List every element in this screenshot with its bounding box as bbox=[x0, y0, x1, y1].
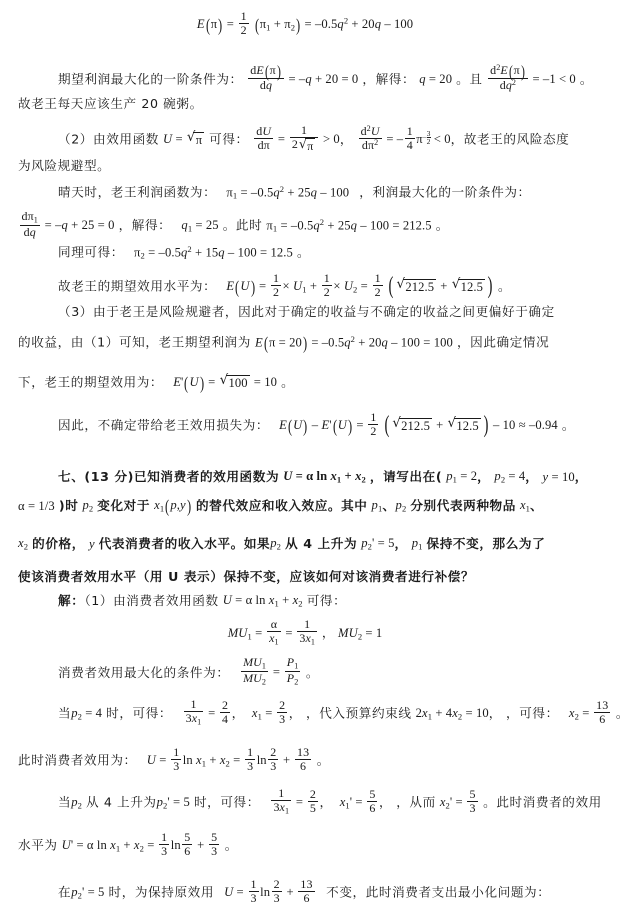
same-end: 。 bbox=[296, 244, 311, 260]
question7-line2: α = 1/3 )时 $p_2$ 变化对于 $x_1(p,y)$ 的替代效应和收入效应。其中 $p_1$、$p_2$ 分别代表两种物品 $x_1$、 bbox=[18, 496, 544, 516]
paragraph-last: 在$p_2' = 5$ 时，为保持原效用 U = $\frac{1}{3}$ ln $\frac{2}{3}$ + $\frac{13}{6}$ 不变，此时消费者支出最小化问题为： bbox=[58, 877, 551, 905]
q7-line3-c: 从 4 上升为 bbox=[285, 536, 358, 551]
sunny-text: 晴天时，老王利润函数为： bbox=[58, 184, 217, 200]
sunny-foc-num: $d\pi_1$ bbox=[21, 209, 38, 225]
q7-line3-a: 的价格， bbox=[32, 536, 85, 551]
du-rhs-num: 1 bbox=[290, 124, 318, 138]
foc-and: 。且 bbox=[456, 71, 483, 87]
du-rhs-den: 2 √ π bbox=[290, 138, 318, 153]
paragraph-new-level: 水平为 U' = α $\ln x_1 + x_2$ = $\frac{1}{3}$ ln $\frac{5}{6}$ + $\frac{5}{3}$ 。 bbox=[18, 830, 238, 858]
when-end: 。 bbox=[615, 705, 629, 721]
equation-expected-profit: E(π) = $\frac{1}{2}$ $(\pi_1 + \pi_2) = -0.5q^2 + 20q - 100$ bbox=[196, 9, 414, 37]
d2u-den: $d\pi^2$ bbox=[361, 137, 379, 152]
rise-a: 当 bbox=[58, 794, 72, 810]
sunny-tail: ，利润最大化的一阶条件为： bbox=[359, 184, 531, 200]
loss-text: 因此，不确定带给老王效用损失为： bbox=[58, 417, 270, 433]
equation-marginal-utility: $MU_1$ = $\frac{\alpha}{x_1}$ = $\frac{1}{3x_1}$ ， $MU_2 = 1$ bbox=[227, 617, 383, 646]
d2u-num: $d^2U$ bbox=[360, 124, 380, 139]
when-c: ，代入预算约束线 bbox=[306, 705, 412, 721]
foc-frac-den: dq bbox=[259, 78, 273, 93]
soc-end: 。 bbox=[579, 71, 594, 87]
when-b: 时，可得： bbox=[106, 705, 173, 721]
part3-line2-b: ，因此确定情况 bbox=[456, 334, 550, 350]
q7-line2-c: 的替代效应和收入效应。其中 bbox=[195, 498, 368, 513]
last-a: 在 bbox=[58, 884, 72, 900]
sunny-cishi: 。此时 bbox=[222, 217, 263, 233]
paragraph-foc: 期望利润最大化的一阶条件为： $\frac{dE(\pi)}{dq}$ = –q + 20 = 0 ，解得： q = 20 。且 $\frac{d^2E(\pi)}{dq^2}$ = –1 < 0 。 bbox=[58, 61, 594, 93]
paragraph-utility-now: 此时消费者效用为： U = $\frac{1}{3}$ $\ln x_1 + x_2$ = $\frac{1}{3}$ ln $\frac{2}{3}$ + $\frac{13}{6}$ 。 bbox=[18, 745, 330, 773]
q7-line2-e: 分别代表两种物品 bbox=[410, 498, 516, 513]
question7-line1: 七、(13 分)已知消费者的效用函数为 U = α $\ln x_1 + x_2$ ，请写出在( $p_1 = 2$， $p_2 = 4$， y = 10， bbox=[58, 469, 588, 485]
util-now-text: 此时消费者效用为： bbox=[18, 752, 137, 768]
frac-den: 2 bbox=[240, 22, 247, 37]
soc-frac-num: $d^2E(\pi)$ bbox=[488, 64, 528, 79]
q7-line2-a: )时 bbox=[58, 498, 79, 513]
foc-comma: ，解得： bbox=[362, 71, 416, 87]
part2-label: （2）由效用函数 bbox=[58, 131, 159, 147]
q7-line2-b: 变化对于 bbox=[97, 498, 151, 513]
part2-keda: 可得： bbox=[209, 131, 249, 147]
util-now-end: 。 bbox=[316, 752, 330, 768]
q7-line1-a: 七、(13 分)已知消费者的效用函数为 bbox=[58, 469, 280, 484]
du-den: dπ bbox=[257, 137, 270, 152]
expected-util-text: 故老王的期望效用水平为： bbox=[58, 278, 217, 294]
expected-util-end: 。 bbox=[498, 278, 512, 294]
rise-b: 从 4 上升为 bbox=[86, 794, 157, 810]
cond-text: 消费者效用最大化的条件为： bbox=[58, 664, 230, 680]
sunny-jiede: ，解得： bbox=[118, 217, 172, 233]
paragraph-expected-utility: 故老王的期望效用水平为： E(U) = $\frac{1}{2}$ × $U_1$ + $\frac{1}{2}$ × $U_2$ = $\frac{1}{2}$ ( √ 212.5 + √ 12.5 ) 。 bbox=[58, 274, 511, 300]
line-part3-1: （3）由于老王是风险规避者，因此对于确定的收益与不确定的收益之间更偏好于确定 bbox=[58, 304, 555, 319]
q7-line3-b: 代表消费者的收入水平。如果 bbox=[98, 536, 271, 551]
level-a: 水平为 bbox=[18, 837, 58, 853]
solution-line1: 解：（1）由消费者效用函数 U = α $\ln x_1 + x_2$ 可得： bbox=[58, 593, 347, 609]
frac-num: 1 bbox=[240, 9, 247, 24]
sol-line1-b: 可得： bbox=[306, 593, 347, 608]
paragraph-sunny: 晴天时，老王利润函数为： $\pi_1 = -0.5q^2 + 25q - 100$ ，利润最大化的一阶条件为： bbox=[58, 184, 531, 201]
du-num: dU bbox=[256, 124, 272, 139]
paragraph-condition: 消费者效用最大化的条件为： $\frac{MU_1}{MU_2}$ = $\frac{P_1}{P_2}$ 。 bbox=[58, 655, 320, 687]
sunny-end: 。 bbox=[435, 217, 449, 233]
line-part3-2: 的收益，由（1）可知，老王期望利润为 $E(\pi = 20) = -0.5q^2 + 20q - 100 = 100$ ，因此确定情况 bbox=[18, 333, 550, 354]
paragraph-when-p2-4: 当$p_2 = 4$ 时，可得： $\frac{1}{3x_1}$ = $\frac{2}{4}$ ， $x_1$ = $\frac{2}{3}$ ， ，代入预算约束线 $2x_1 + 4x_2 = 10$， ，可得： $x_2$ = $\frac{13}{6}$ 。 bbox=[58, 697, 629, 726]
last-b: 时，为保持原效用 bbox=[108, 884, 215, 900]
paragraph-part2: （2）由效用函数 U = √ π 可得： $\frac{dU}{d\pi}$ = $\frac{1}{2 √ \pi}$ > 0， $\frac{d^2U}{d\pi^2}$ = – $\frac{1}{4}$ $\pi^{- \frac{3}{2}}$ < 0，故老王的风险态度 bbox=[58, 126, 569, 154]
sunny-foc-den: dq bbox=[23, 224, 36, 239]
last-c: 不变，此时消费者支出最小化问题为： bbox=[326, 884, 551, 900]
paragraph-price-rise: 当$p_2$ 从 4 上升为$p_2' = 5$ 时，可得： $\frac{1}{3x_1}$ = $\frac{2}{5}$ ， $x_1'$ = $\frac{5}{6}$ ， ，从而 $x_2'$ = $\frac{5}{3}$ 。此时消费者的效用 bbox=[58, 786, 602, 815]
same-text: 同理可得： bbox=[58, 244, 124, 260]
part3-line3-b: 。 bbox=[281, 374, 295, 390]
part3-line2-a: 的收益，由（1）可知，老王期望利润为 bbox=[18, 334, 251, 350]
soc-frac-den: $dq^2$ bbox=[499, 78, 517, 93]
paragraph-same: 同理可得： $\pi_2 = -0.5q^2 + 15q - 100 = 12.5$ 。 bbox=[58, 244, 311, 261]
line-part3-3: 下，老王的期望效用为： E'(U) = √ 100 = 10 。 bbox=[18, 375, 294, 391]
sol-line1-a: （1）由消费者效用函数 bbox=[84, 593, 219, 608]
sol-label: 解： bbox=[58, 593, 85, 608]
line-risk-averse: 为风险规避型。 bbox=[18, 158, 111, 173]
cond-end: 。 bbox=[305, 664, 320, 680]
when-a: 当 bbox=[58, 705, 72, 721]
rise-e: 。此时消费者的效用 bbox=[483, 794, 602, 810]
part2-tail: ，故老王的风险态度 bbox=[450, 131, 570, 147]
question7-line3: $x_2$ 的价格， y 代表消费者的收入水平。如果$p_2$ 从 4 上升为 $p_2' = 5$， $p_1$ 保持不变，那么为了 bbox=[18, 536, 546, 552]
loss-end: 。 bbox=[561, 417, 576, 433]
part3-line3-a: 下，老王的期望效用为： bbox=[18, 374, 164, 390]
line-conclusion-1: 故老王每天应该生产 20 碗粥。 bbox=[18, 96, 203, 111]
q7-line1-b: ，请写出在( bbox=[369, 469, 443, 484]
foc-frac-num: dE(π) bbox=[248, 64, 283, 79]
level-end: 。 bbox=[224, 837, 238, 853]
q7-line3-e: 保持不变，那么为了 bbox=[426, 536, 546, 551]
rise-d: ，从而 bbox=[396, 794, 436, 810]
paragraph-sunny-foc: $\frac{d\pi_1}{dq}$ = –q + 25 = 0 ，解得： $q_1 = 25$ 。此时 $\pi_1 = -0.5q^2 + 25q - 100 = 212.5$ 。 bbox=[21, 209, 449, 239]
foc-text: 期望利润最大化的一阶条件为： bbox=[58, 71, 243, 87]
rise-c: 时，可得： bbox=[193, 794, 260, 810]
paragraph-utility-loss: 因此，不确定带给老王效用损失为： E(U) – E'(U) = $\frac{1}{2}$ ( √ 212.5 + √ 12.5 ) – 10 ≈ –0.94 。 bbox=[58, 413, 575, 439]
question7-line4: 使该消费者效用水平（用 U 表示）保持不变，应该如何对该消费者进行补偿？ bbox=[18, 569, 475, 584]
when-d: ，可得： bbox=[506, 705, 559, 721]
